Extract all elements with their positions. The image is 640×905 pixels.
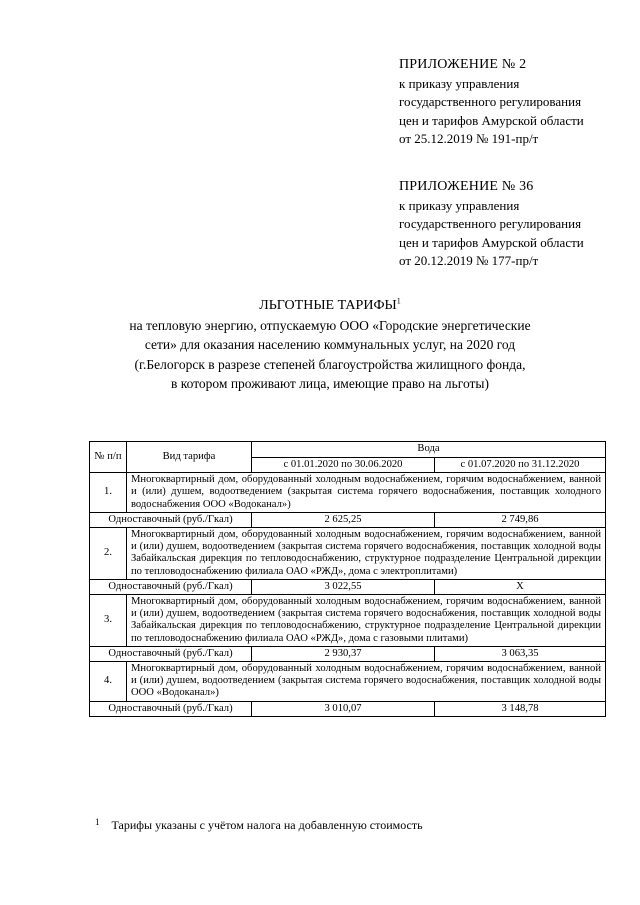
tariff-type-cell: Одноставочный (руб./Гкал) [90, 579, 252, 594]
appendix-2-title: ПРИЛОЖЕНИЕ № 36 [399, 179, 534, 194]
header-tariff-type: Вид тарифа [127, 442, 252, 473]
value-period-2: 3 148,78 [435, 701, 606, 716]
table-row [90, 579, 606, 594]
appendix-1-line: к приказу управления [399, 75, 520, 91]
heading-line: в котором проживают лица, имеющие право на льготы) [171, 376, 489, 391]
value-period-2: Х [435, 579, 606, 594]
header-water: Вода [252, 442, 606, 458]
table-row [90, 473, 606, 513]
appendix-1-title: ПРИЛОЖЕНИЕ № 2 [399, 57, 527, 72]
value-period-1: 3 022,55 [252, 579, 435, 594]
table-row [90, 528, 606, 580]
footnote-text: Тарифы указаны с учётом налога на добавленную стоимость [111, 818, 423, 832]
appendix-2-line: цен и тарифов Амурской области [399, 234, 584, 250]
header-period-1: с 01.01.2020 по 30.06.2020 [252, 458, 435, 473]
row-number: 2. [90, 528, 127, 580]
value-period-2: 3 063,35 [435, 646, 606, 661]
row-description: Многоквартирный дом, оборудованный холодным водоснабжением, горячим водоснабжением, ванной и (или) душем, водоотведением (закрытая система горячего водоснабжения, поставщик холодной воды Забайкальская дирекция по тепловодоснабжению, структурное подразделение Центральной дирекции по тепловодоснабжению филиала ОАО «РЖД», дома с электроплитами) [127, 528, 606, 580]
footnote-mark: 1 [95, 817, 100, 827]
row-description: Многоквартирный дом, оборудованный холодным водоснабжением, горячим водоснабжением, ванной и (или) душем, водоотведением (закрытая система горячего водоснабжения, поставщик холодного водоснабжения ООО «Водоканал») [127, 473, 606, 513]
tariff-type-cell: Одноставочный (руб./Гкал) [90, 512, 252, 527]
heading-title: ЛЬГОТНЫЕ ТАРИФЫ [259, 298, 397, 313]
tariff-type-cell: Одноставочный (руб./Гкал) [90, 701, 252, 716]
heading-footnote-ref: 1 [396, 296, 401, 306]
document-heading [60, 296, 600, 394]
heading-line: сети» для оказания населению коммунальных услуг, на 2020 год [144, 337, 516, 352]
row-number: 4. [90, 662, 127, 702]
table-row [90, 595, 606, 647]
row-description: Многоквартирный дом, оборудованный холодным водоснабжением, горячим водоснабжением, ванной и (или) душем, водоотведением (закрытая система горячего водоснабжения, поставщик холодной воды ООО «Водоканал») [127, 662, 606, 702]
table-row [90, 646, 606, 661]
footnote [95, 818, 423, 833]
row-description: Многоквартирный дом, оборудованный холодным водоснабжением, горячим водоснабжением, ванной и (или) душем, водоотведением (закрытая система горячего водоснабжения, поставщик холодной воды Забайкальская дирекция по тепловодоснабжению, структурное подразделение Центральной дирекции по тепловодоснабжению филиала ОАО «РЖД», дома с газовыми плитами) [127, 595, 606, 647]
header-num: № п/п [90, 442, 127, 473]
heading-title-line [60, 296, 600, 316]
value-period-1: 2 625,25 [252, 512, 435, 527]
row-number: 1. [90, 473, 127, 513]
header-period-2: с 01.07.2020 по 31.12.2020 [435, 458, 606, 473]
heading-line: на тепловую энергию, отпускаемую ООО «Городские энергетические [129, 317, 531, 333]
tariffs-table [89, 441, 606, 717]
appendix-block-1 [399, 56, 629, 149]
table-row [90, 512, 606, 527]
appendix-block-2 [399, 178, 629, 271]
value-period-2: 2 749,86 [435, 512, 606, 527]
appendix-2-line: государственного регулирования [399, 216, 582, 231]
value-period-1: 2 930,37 [252, 646, 435, 661]
value-period-1: 3 010,07 [252, 701, 435, 716]
appendix-2-line: к приказу управления [399, 197, 520, 213]
table-row [90, 701, 606, 716]
appendix-1-line: государственного регулирования [399, 94, 582, 109]
appendix-1-line: от 25.12.2019 № 191-пр/т [399, 131, 539, 146]
heading-line: (г.Белогорск в разрезе степеней благоустройства жилищного фонда, [134, 356, 526, 372]
table-row [90, 662, 606, 702]
appendix-2-line: от 20.12.2019 № 177-пр/т [399, 253, 539, 268]
tariff-type-cell: Одноставочный (руб./Гкал) [90, 646, 252, 661]
appendix-1-line: цен и тарифов Амурской области [399, 112, 584, 128]
row-number: 3. [90, 595, 127, 647]
